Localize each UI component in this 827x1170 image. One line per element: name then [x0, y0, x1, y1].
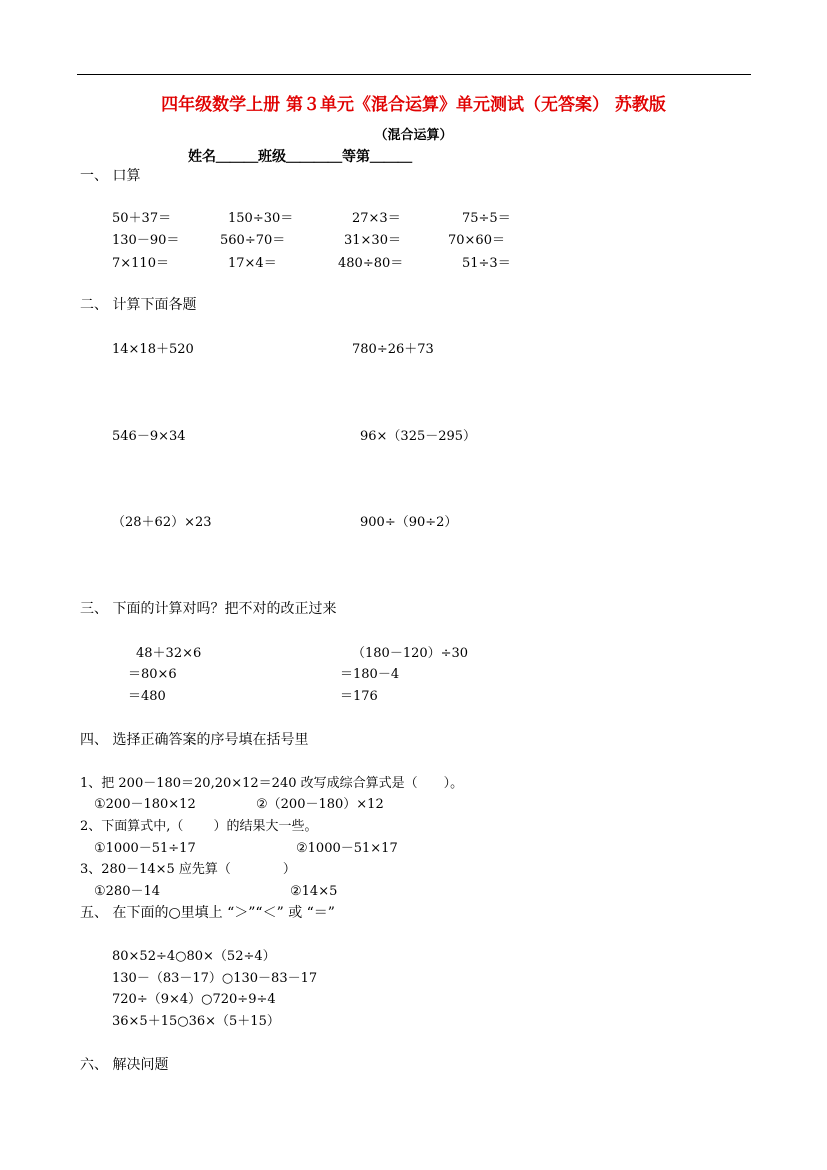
page-subtitle: （混合运算）: [374, 128, 453, 143]
mental-item: 560÷70＝: [220, 233, 286, 248]
mental-item: 27×3＝: [352, 211, 401, 226]
calc-item: 96×（325－295）: [360, 429, 477, 444]
choice-option: ②14×5: [290, 884, 338, 899]
mental-item: 50＋37＝: [112, 211, 172, 226]
check-left-line: 48＋32×6: [136, 646, 202, 661]
mental-item: 51÷3＝: [462, 256, 511, 271]
choice-question-2: 2、下面算式中,（ ）的结果大一些。: [80, 819, 318, 834]
choice-question-1: 1、把 200－180＝20,20×12＝240 改写成综合算式是（ ）。: [80, 776, 464, 791]
compare-item: 36×5＋15○36×（5＋15）: [112, 1014, 280, 1029]
check-left-line: ＝80×6: [128, 667, 177, 682]
choice-question-3: 3、280－14×5 应先算（ ）: [80, 862, 296, 877]
choice-option: ②1000－51×17: [296, 841, 398, 856]
check-left-line: ＝480: [128, 689, 166, 704]
section-2-heading: 二、 计算下面各题: [80, 297, 197, 313]
compare-item: 130－（83－17）○130－83－17: [112, 971, 318, 986]
choice-option: ①280－14: [94, 884, 161, 899]
section-3-heading: 三、 下面的计算对吗？把不对的改正过来: [80, 601, 337, 617]
check-right-line: ＝176: [340, 689, 378, 704]
check-right-line: ＝180－4: [340, 667, 400, 682]
section-1-heading: 一、 口算: [80, 168, 141, 184]
compare-item: 720÷（9×4）○720÷9÷4: [112, 992, 276, 1007]
choice-option: ①1000－51÷17: [94, 841, 196, 856]
mental-item: 70×60＝: [448, 233, 505, 248]
mental-item: 130－90＝: [112, 233, 180, 248]
header-rule: [77, 74, 751, 75]
mental-item: 7×110＝: [112, 256, 169, 271]
choice-option: ②（200－180）×12: [256, 797, 384, 812]
mental-item: 17×4＝: [228, 256, 277, 271]
name-class-grade-line: 姓名＿＿＿班级＿＿＿＿等第＿＿＿: [188, 149, 412, 165]
calc-item: 780÷26＋73: [352, 342, 434, 357]
section-6-heading: 六、 解决问题: [80, 1057, 169, 1073]
mental-item: 480÷80＝: [338, 256, 404, 271]
calc-item: （28＋62）×23: [112, 515, 212, 530]
check-right-line: （180－120）÷30: [352, 646, 469, 661]
calc-item: 546－9×34: [112, 429, 186, 444]
choice-option: ①200－180×12: [94, 797, 196, 812]
page-title: 四年级数学上册 第３单元《混合运算》单元测试（无答案） 苏教版: [161, 95, 666, 115]
section-5-heading: 五、 在下面的○里填上 “＞”“＜” 或 “＝”: [80, 905, 335, 921]
compare-item: 80×52÷4○80×（52÷4）: [112, 949, 276, 964]
calc-item: 14×18＋520: [112, 342, 194, 357]
mental-item: 150÷30＝: [228, 211, 294, 226]
section-4-heading: 四、 选择正确答案的序号填在括号里: [80, 732, 309, 748]
mental-item: 75÷5＝: [462, 211, 511, 226]
calc-item: 900÷（90÷2）: [360, 515, 458, 530]
mental-item: 31×30＝: [344, 233, 401, 248]
